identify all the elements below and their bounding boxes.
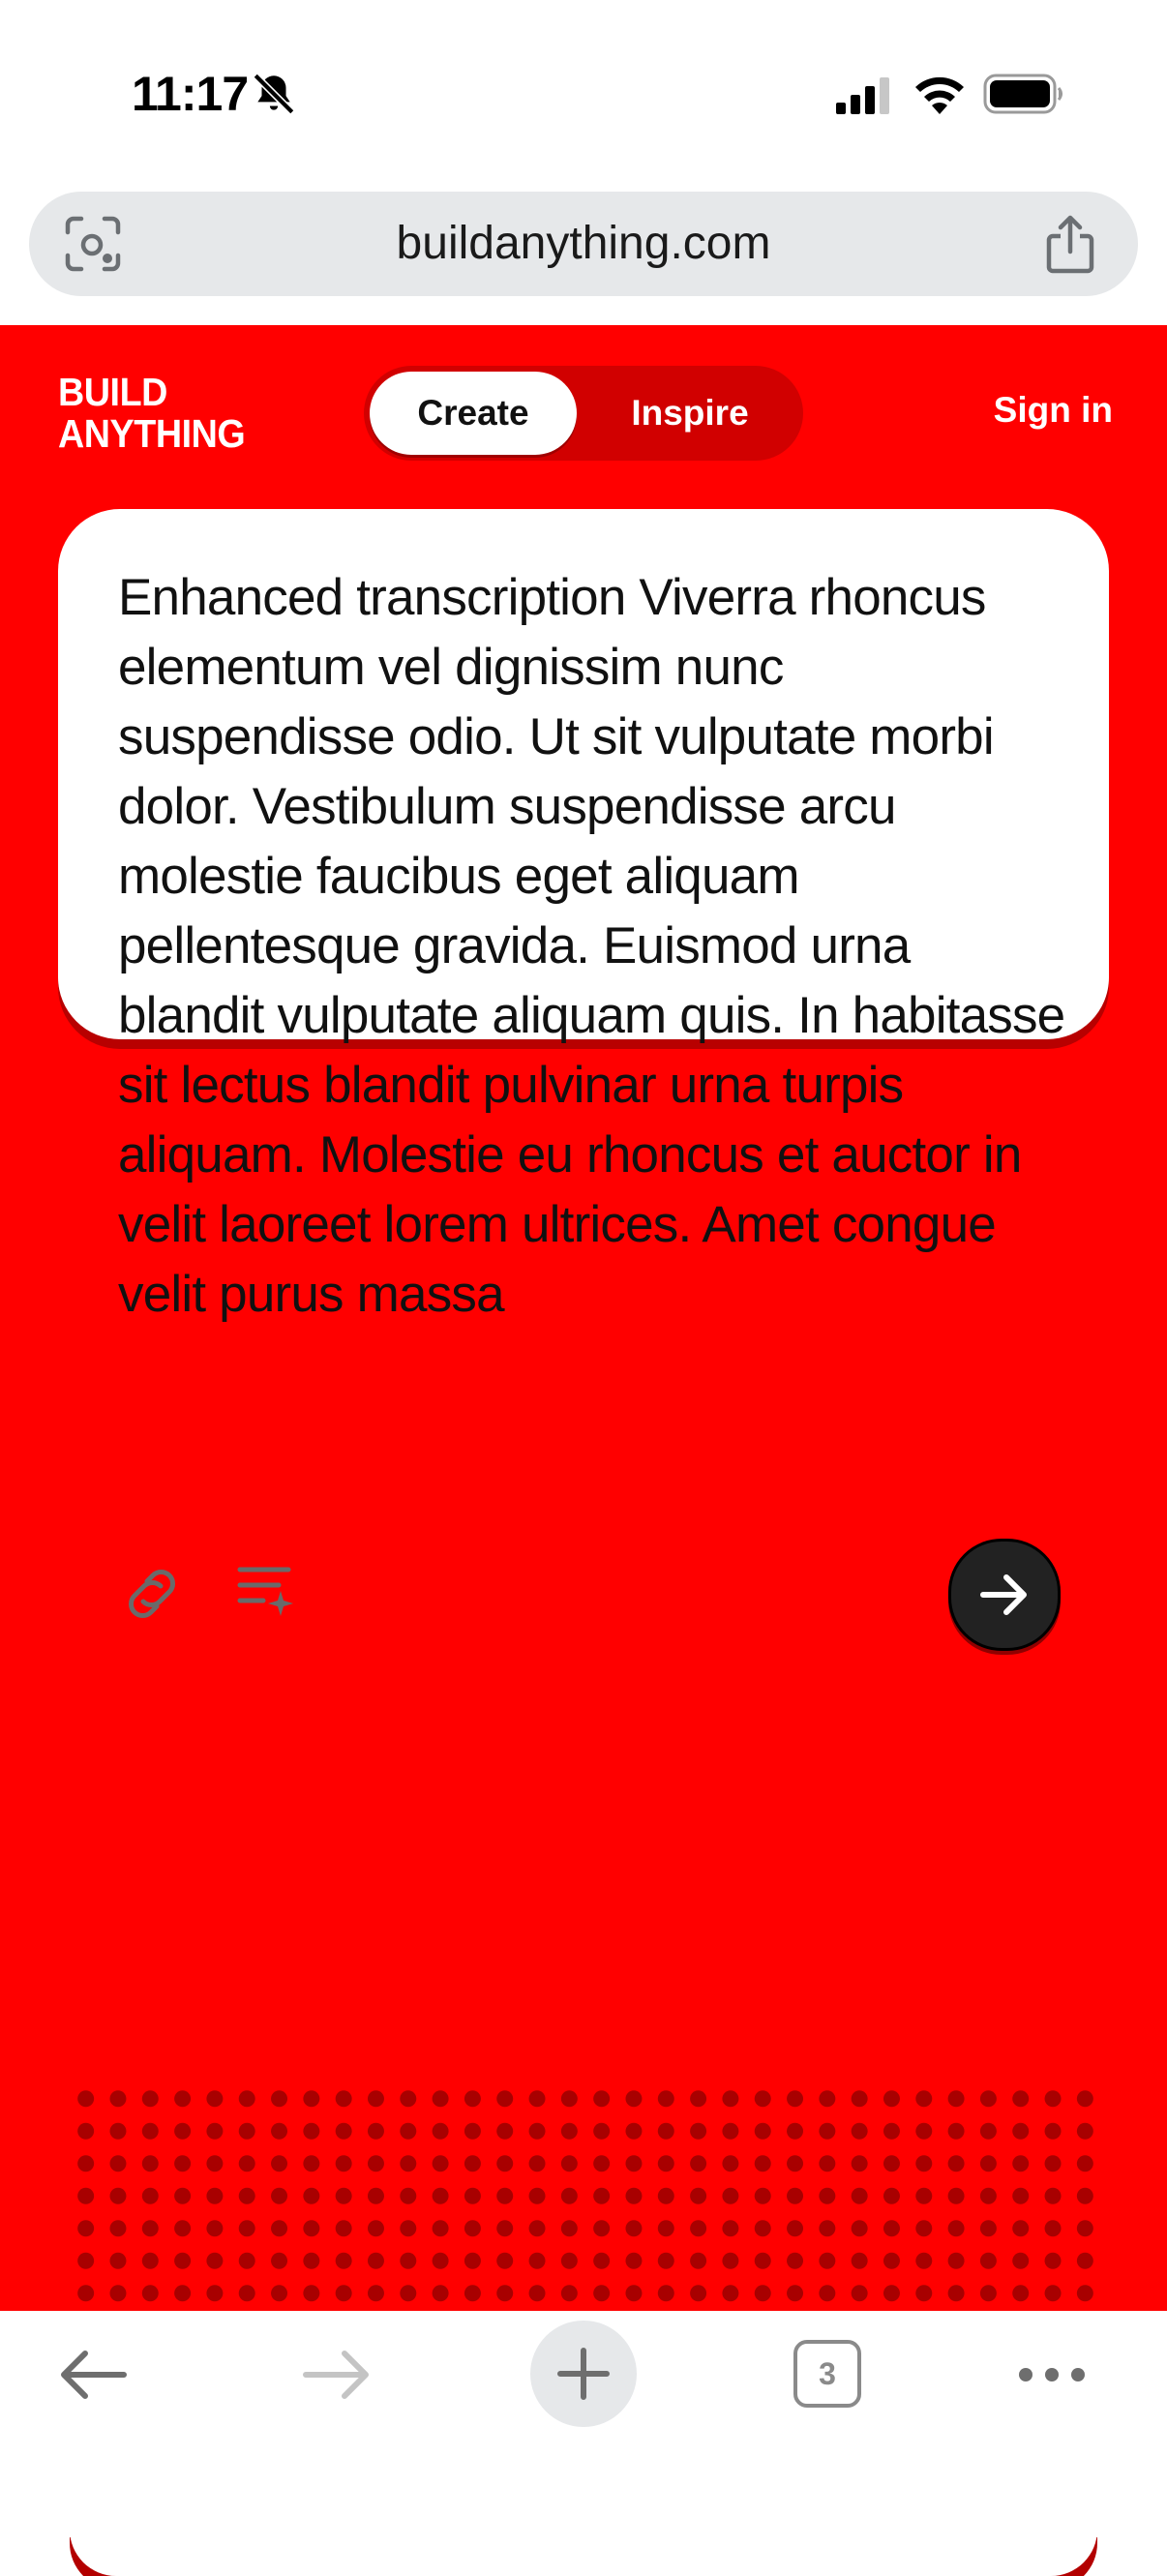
grille-dot xyxy=(819,2090,835,2107)
grille-dot xyxy=(852,2253,868,2269)
grille-dot xyxy=(593,2123,610,2140)
battery-icon xyxy=(983,74,1064,114)
grille-dot xyxy=(1077,2220,1093,2236)
grille-dot xyxy=(980,2090,997,2107)
grille-dot xyxy=(529,2253,546,2269)
grille-dot xyxy=(303,2155,319,2172)
grille-dot xyxy=(529,2090,546,2107)
grille-dot xyxy=(787,2155,803,2172)
grille-dot xyxy=(336,2220,352,2236)
grille-dot xyxy=(819,2253,835,2269)
grille-dot xyxy=(174,2253,191,2269)
grille-dot xyxy=(1012,2220,1029,2236)
grille-dot xyxy=(174,2090,191,2107)
grille-dot xyxy=(625,2155,642,2172)
grille-dot xyxy=(852,2220,868,2236)
grille-dot xyxy=(336,2090,352,2107)
grille-dot xyxy=(174,2123,191,2140)
grille-dot xyxy=(174,2155,191,2172)
grille-dot xyxy=(303,2090,319,2107)
grille-dot xyxy=(1012,2253,1029,2269)
grille-dot xyxy=(787,2090,803,2107)
grille-dot xyxy=(948,2090,965,2107)
grille-dot xyxy=(142,2253,159,2269)
grille-dot xyxy=(852,2123,868,2140)
grille-dot xyxy=(658,2090,674,2107)
grille-dot xyxy=(1077,2285,1093,2301)
grille-dot xyxy=(206,2155,223,2172)
grille-dot xyxy=(271,2220,287,2236)
grille-dot xyxy=(819,2220,835,2236)
grille-dot xyxy=(433,2188,449,2204)
grille-dot xyxy=(464,2155,481,2172)
grille-dot xyxy=(464,2285,481,2301)
grille-dot xyxy=(948,2188,965,2204)
grille-dot xyxy=(561,2188,578,2204)
grille-dot xyxy=(496,2123,513,2140)
grille-dot xyxy=(1012,2285,1029,2301)
grille-dot xyxy=(948,2220,965,2236)
grille-dot xyxy=(819,2155,835,2172)
grille-dot xyxy=(271,2155,287,2172)
grille-dot xyxy=(1012,2188,1029,2204)
grille-dot xyxy=(303,2123,319,2140)
grille-dot xyxy=(690,2123,706,2140)
grille-dot xyxy=(883,2155,900,2172)
grille-dot xyxy=(658,2285,674,2301)
grille-dot xyxy=(400,2123,416,2140)
grille-dot xyxy=(722,2253,738,2269)
grille-dot xyxy=(529,2188,546,2204)
grille-dot xyxy=(819,2123,835,2140)
grille-dot xyxy=(77,2155,94,2172)
build-anything-logo[interactable] xyxy=(58,372,263,459)
grille-dot xyxy=(433,2123,449,2140)
grille-dot xyxy=(883,2253,900,2269)
grille-dot xyxy=(433,2285,449,2301)
grille-dot xyxy=(1045,2188,1062,2204)
tabs-icon[interactable]: 3 xyxy=(793,2340,861,2408)
grille-dot xyxy=(787,2285,803,2301)
grille-dot xyxy=(690,2155,706,2172)
grille-dot xyxy=(400,2253,416,2269)
status-time: 11:17 xyxy=(132,67,249,121)
grille-dot xyxy=(368,2220,384,2236)
grille-dot xyxy=(464,2090,481,2107)
grille-dot xyxy=(206,2253,223,2269)
grille-dot xyxy=(1012,2123,1029,2140)
submit-button[interactable] xyxy=(948,1539,1061,1651)
paperclip-icon[interactable] xyxy=(118,1560,186,1628)
grille-dot xyxy=(722,2220,738,2236)
grille-dot xyxy=(174,2285,191,2301)
grille-dot xyxy=(625,2220,642,2236)
grille-dot xyxy=(593,2220,610,2236)
grille-dot xyxy=(368,2123,384,2140)
sparkle-list-icon[interactable] xyxy=(236,1562,300,1622)
grille-dot xyxy=(883,2220,900,2236)
grille-dot xyxy=(336,2123,352,2140)
grille-dot xyxy=(915,2123,932,2140)
grille-dot xyxy=(206,2188,223,2204)
grille-dot xyxy=(658,2155,674,2172)
grille-dot xyxy=(400,2285,416,2301)
grille-dot xyxy=(239,2155,255,2172)
grille-dot xyxy=(561,2253,578,2269)
grille-dot xyxy=(336,2253,352,2269)
grille-dot xyxy=(658,2220,674,2236)
sign-in-link[interactable]: Sign in xyxy=(993,390,1113,430)
grille-dot xyxy=(915,2253,932,2269)
grille-dot xyxy=(722,2123,738,2140)
grille-dot xyxy=(400,2188,416,2204)
grille-dot xyxy=(77,2253,94,2269)
grille-dot xyxy=(271,2123,287,2140)
grille-dot xyxy=(464,2253,481,2269)
grille-dot xyxy=(593,2253,610,2269)
grille-dot xyxy=(1045,2253,1062,2269)
grille-dot xyxy=(368,2285,384,2301)
grille-dot xyxy=(77,2090,94,2107)
grille-dot xyxy=(787,2253,803,2269)
grille-dot xyxy=(915,2285,932,2301)
grille-dot xyxy=(980,2285,997,2301)
grille-dot xyxy=(852,2285,868,2301)
grille-dot xyxy=(1077,2188,1093,2204)
grille-dot xyxy=(77,2123,94,2140)
grille-dot xyxy=(336,2155,352,2172)
grille-dot xyxy=(980,2253,997,2269)
grille-dot xyxy=(529,2155,546,2172)
grille-dot xyxy=(464,2220,481,2236)
share-icon[interactable] xyxy=(1041,213,1099,275)
url-text[interactable]: buildanything.com xyxy=(396,218,771,269)
grille-dot xyxy=(852,2090,868,2107)
grille-dot xyxy=(368,2253,384,2269)
grille-dot xyxy=(1012,2090,1029,2107)
grille-dot xyxy=(658,2253,674,2269)
grille-dot xyxy=(336,2188,352,2204)
grille-dot xyxy=(239,2090,255,2107)
grille-dot xyxy=(980,2220,997,2236)
grille-dot xyxy=(142,2188,159,2204)
grille-dot xyxy=(433,2155,449,2172)
grille-dot xyxy=(400,2220,416,2236)
grille-dot xyxy=(1077,2090,1093,2107)
grille-dot xyxy=(561,2090,578,2107)
grille-dot xyxy=(336,2285,352,2301)
page-content xyxy=(0,325,1167,2311)
grille-dot xyxy=(722,2188,738,2204)
grille-dot xyxy=(819,2188,835,2204)
forward-arrow-icon[interactable] xyxy=(300,2346,374,2404)
grille-dot xyxy=(690,2285,706,2301)
grille-dot xyxy=(625,2090,642,2107)
grille-dot xyxy=(1012,2155,1029,2172)
grille-dot xyxy=(303,2285,319,2301)
grille-dot xyxy=(109,2188,126,2204)
grille-dot xyxy=(303,2253,319,2269)
grille-dot xyxy=(271,2253,287,2269)
logo-line-1: BUILD xyxy=(58,370,167,414)
grille-dot xyxy=(433,2220,449,2236)
grille-dot xyxy=(690,2090,706,2107)
grille-dot xyxy=(77,2220,94,2236)
grille-dot xyxy=(593,2090,610,2107)
grille-dot xyxy=(561,2123,578,2140)
grille-dot xyxy=(303,2220,319,2236)
grille-dot xyxy=(496,2285,513,2301)
grille-dot xyxy=(529,2220,546,2236)
grille-dot xyxy=(915,2090,932,2107)
grille-dot xyxy=(948,2123,965,2140)
grille-dot xyxy=(883,2090,900,2107)
grille-dot xyxy=(755,2090,771,2107)
grille-dot xyxy=(852,2188,868,2204)
grille-dot xyxy=(529,2285,546,2301)
grille-dot xyxy=(819,2285,835,2301)
grille-dot xyxy=(433,2090,449,2107)
grille-dot xyxy=(755,2220,771,2236)
grille-dot xyxy=(625,2253,642,2269)
grille-dot xyxy=(722,2090,738,2107)
grille-dot xyxy=(77,2188,94,2204)
grille-dot xyxy=(658,2188,674,2204)
grille-dot xyxy=(625,2188,642,2204)
grille-dot xyxy=(206,2090,223,2107)
grille-dot xyxy=(787,2123,803,2140)
grille-dot xyxy=(852,2155,868,2172)
grille-dot xyxy=(368,2090,384,2107)
grille-dot xyxy=(948,2155,965,2172)
grille-dot xyxy=(1045,2090,1062,2107)
grille-dot xyxy=(496,2188,513,2204)
grille-dot xyxy=(690,2188,706,2204)
grille-dot xyxy=(239,2285,255,2301)
grille-dot xyxy=(1045,2155,1062,2172)
camera-scan-icon[interactable] xyxy=(64,215,122,273)
grille-dot xyxy=(109,2285,126,2301)
address-bar[interactable] xyxy=(29,192,1138,296)
grille-dot xyxy=(787,2188,803,2204)
tab-inspire[interactable]: Inspire xyxy=(631,393,749,433)
more-dots-icon[interactable] xyxy=(1016,2363,1088,2386)
grille-dot xyxy=(400,2155,416,2172)
grille-dot xyxy=(239,2253,255,2269)
new-tab-plus-icon xyxy=(556,2347,611,2401)
grille-dot xyxy=(464,2188,481,2204)
grille-dot xyxy=(174,2188,191,2204)
grille-dot xyxy=(883,2285,900,2301)
grille-dot xyxy=(915,2155,932,2172)
grille-dot xyxy=(755,2188,771,2204)
grille-dot xyxy=(593,2155,610,2172)
grille-dot xyxy=(1077,2123,1093,2140)
mode-toggle xyxy=(364,366,803,461)
grille-dot xyxy=(303,2188,319,2204)
grille-dot xyxy=(496,2253,513,2269)
grille-dot xyxy=(464,2123,481,2140)
grille-dot xyxy=(109,2220,126,2236)
grille-dot xyxy=(561,2285,578,2301)
logo-line-2: ANYTHING xyxy=(58,411,246,456)
tab-create[interactable]: Create xyxy=(370,372,577,455)
grille-dot xyxy=(883,2188,900,2204)
grille-dot xyxy=(496,2090,513,2107)
grille-dot xyxy=(109,2253,126,2269)
grille-dot xyxy=(496,2220,513,2236)
grille-dot xyxy=(883,2123,900,2140)
grille-dot xyxy=(980,2155,997,2172)
speaker-grille xyxy=(70,2082,1101,2342)
grille-dot xyxy=(690,2220,706,2236)
grille-dot xyxy=(142,2155,159,2172)
grille-dot xyxy=(142,2123,159,2140)
transcription-text[interactable]: Enhanced transcription Viverra rhoncus elementum vel dignissim nunc suspendisse odio. Ut sit vulputate morbi dolor. Vestibulum suspendisse arcu molestie faucibus eget aliquam pellentesque gravida. Euismod urna blandit vulputate aliquam quis. In habitasse sit lectus blandit pulvinar urna turpis aliquam. Molestie eu rhoncus et auctor in velit laoreet lorem ultrices. Amet congue velit purus massa xyxy=(118,569,1065,1323)
grille-dot xyxy=(142,2090,159,2107)
wifi-icon xyxy=(913,74,966,114)
grille-dot xyxy=(915,2220,932,2236)
grille-dot xyxy=(561,2220,578,2236)
grille-dot xyxy=(948,2285,965,2301)
grille-dot xyxy=(529,2123,546,2140)
new-tab-button[interactable] xyxy=(530,2321,637,2427)
grille-dot xyxy=(915,2188,932,2204)
grille-dot xyxy=(948,2253,965,2269)
grille-dot xyxy=(77,2285,94,2301)
back-arrow-icon[interactable] xyxy=(56,2346,130,2404)
grille-dot xyxy=(658,2123,674,2140)
grille-dot xyxy=(271,2285,287,2301)
grille-dot xyxy=(722,2285,738,2301)
arrow-right-icon xyxy=(977,1568,1032,1622)
grille-dot xyxy=(239,2188,255,2204)
grille-dot xyxy=(271,2188,287,2204)
grille-dot xyxy=(368,2155,384,2172)
grille-dot xyxy=(206,2285,223,2301)
grille-dot xyxy=(433,2253,449,2269)
grille-dot xyxy=(1045,2123,1062,2140)
grille-dot xyxy=(980,2123,997,2140)
grille-dot xyxy=(206,2123,223,2140)
grille-dot xyxy=(1045,2285,1062,2301)
grille-dot xyxy=(755,2155,771,2172)
grille-dot xyxy=(206,2220,223,2236)
grille-dot xyxy=(755,2123,771,2140)
grille-dot xyxy=(1077,2253,1093,2269)
grille-dot xyxy=(1077,2155,1093,2172)
grille-dot xyxy=(174,2220,191,2236)
grille-dot xyxy=(496,2155,513,2172)
grille-dot xyxy=(980,2188,997,2204)
grille-dot xyxy=(787,2220,803,2236)
grille-dot xyxy=(239,2123,255,2140)
grille-dot xyxy=(109,2155,126,2172)
grille-dot xyxy=(109,2090,126,2107)
grille-dot xyxy=(142,2220,159,2236)
bell-slash-icon xyxy=(250,70,298,118)
grille-dot xyxy=(625,2285,642,2301)
grille-dot xyxy=(690,2253,706,2269)
grille-dot xyxy=(722,2155,738,2172)
grille-dot xyxy=(593,2188,610,2204)
grille-dot xyxy=(368,2188,384,2204)
grille-dot xyxy=(755,2285,771,2301)
grille-dot xyxy=(625,2123,642,2140)
editor-card xyxy=(58,509,1109,1323)
grille-dot xyxy=(400,2090,416,2107)
cellular-signal-icon xyxy=(836,77,892,114)
grille-dot xyxy=(109,2123,126,2140)
grille-dot xyxy=(755,2253,771,2269)
grille-dot xyxy=(142,2285,159,2301)
grille-dot xyxy=(271,2090,287,2107)
grille-dot xyxy=(561,2155,578,2172)
grille-dot xyxy=(239,2220,255,2236)
grille-dot xyxy=(593,2285,610,2301)
grille-dot xyxy=(1045,2220,1062,2236)
